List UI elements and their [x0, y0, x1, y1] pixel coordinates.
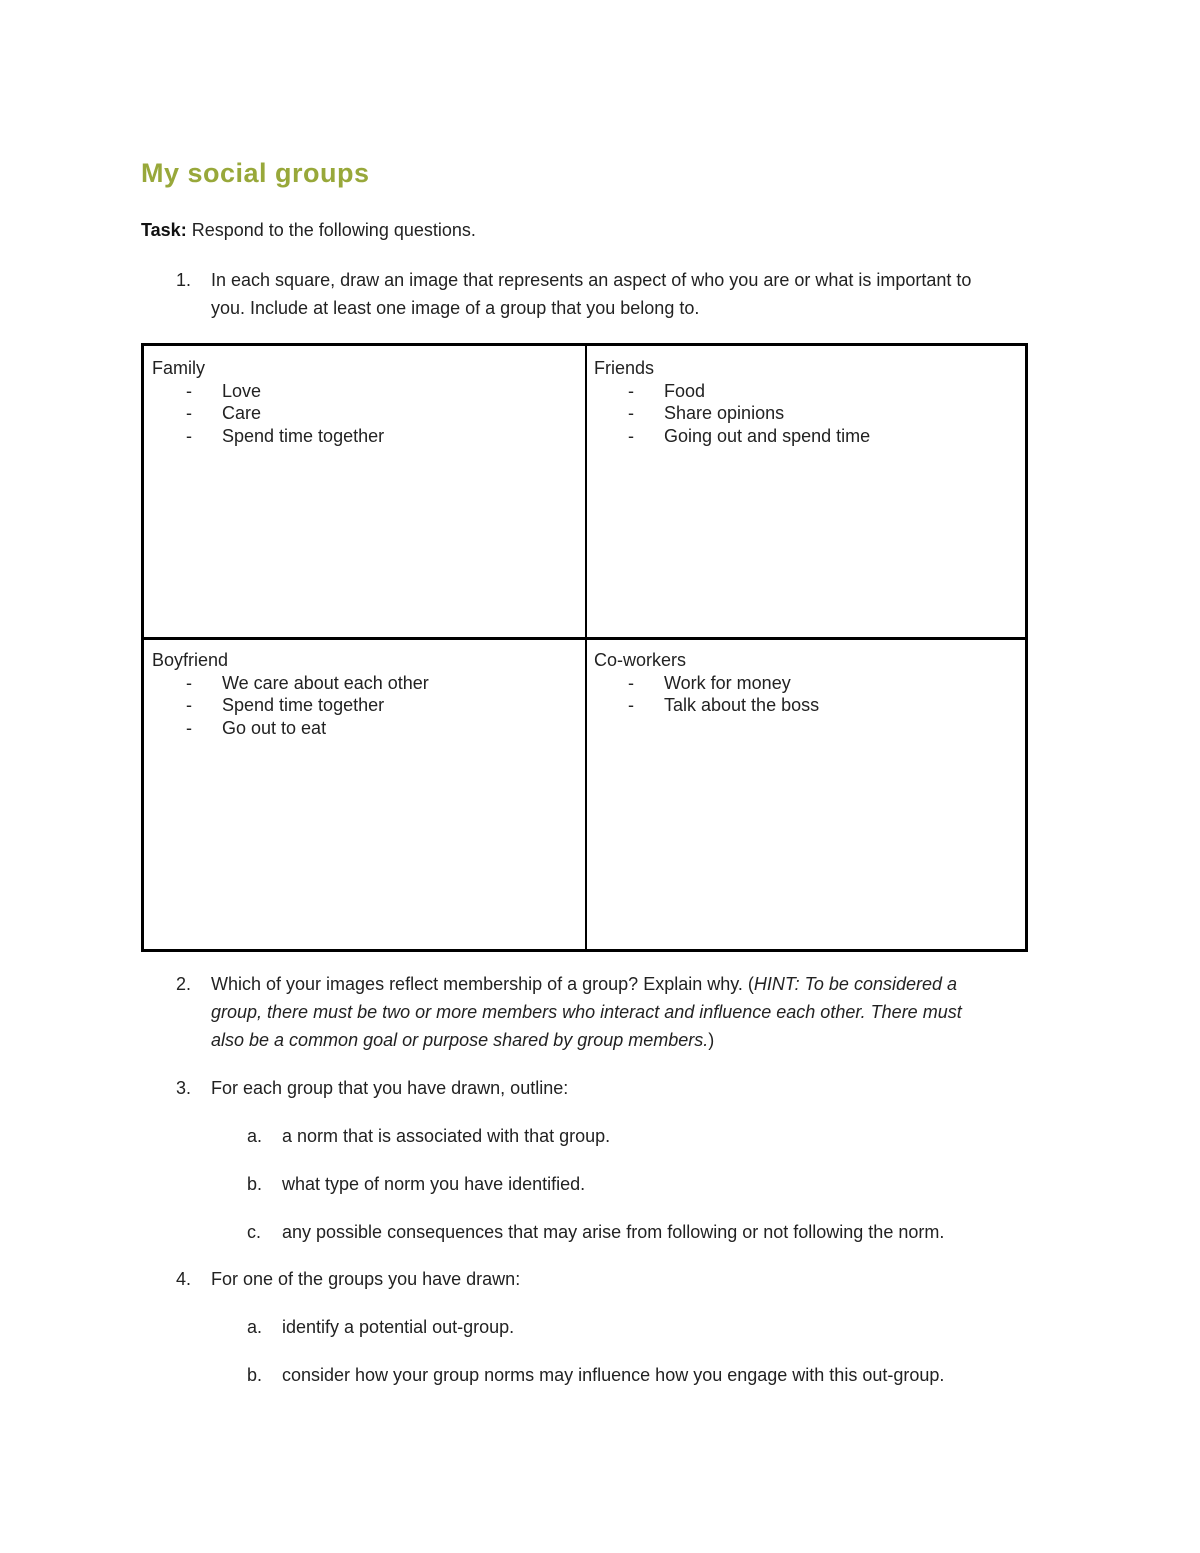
list-item: [152, 380, 384, 403]
grid-divider-vertical: [585, 346, 587, 949]
page-title: My social groups: [141, 158, 370, 188]
list-item-text: Care: [222, 403, 262, 423]
sub-question-letter: b.: [247, 1365, 263, 1385]
list-item: [594, 672, 819, 695]
grid-cell-family[interactable]: [152, 357, 384, 447]
task-text: Respond to the following questions.: [191, 220, 476, 240]
question-2: [176, 970, 1056, 1054]
grid-divider-horizontal: [144, 637, 1025, 640]
dash-bullet: -: [628, 403, 634, 423]
question-line: [211, 998, 962, 1026]
cell-title: Family: [152, 358, 205, 378]
grid-cell-co-workers[interactable]: [594, 649, 819, 717]
dash-bullet: -: [628, 380, 634, 401]
question-text: For one of the groups you have drawn:: [211, 1269, 521, 1289]
question-number: 2.: [176, 974, 192, 994]
dash-bullet: -: [186, 403, 192, 423]
question-number: 1.: [176, 270, 192, 290]
sub-question-text: what type of norm you have identified.: [282, 1174, 586, 1194]
list-item-text: Love: [222, 380, 262, 401]
question-text: [211, 266, 971, 322]
cell-list: [594, 380, 870, 448]
cell-title: Friends: [594, 358, 655, 378]
hint-text: HINT: To be considered a: [753, 974, 958, 994]
question-4: [176, 1265, 1056, 1293]
question-1: [176, 266, 1056, 322]
question-line: you. Include at least one image of a group that you belong to.: [211, 298, 700, 318]
list-item-text: Spend time together: [222, 425, 385, 446]
list-item-text: Going out and spend time: [664, 425, 871, 446]
dash-bullet: -: [628, 672, 634, 693]
question-number: 3.: [176, 1078, 192, 1098]
question-text-plain: ): [708, 1030, 715, 1050]
hint-text: also be a common goal or purpose shared by group members.: [211, 1030, 709, 1050]
sub-question-letter: a.: [247, 1126, 263, 1146]
list-item: [152, 717, 429, 740]
question-line: [211, 970, 962, 998]
list-item-text: We care about each other: [222, 672, 429, 693]
sub-question-text: a norm that is associated with that group.: [282, 1126, 611, 1146]
list-item-text: Work for money: [664, 672, 791, 693]
dash-bullet: -: [628, 425, 634, 446]
list-item-text: Talk about the boss: [664, 695, 820, 715]
dash-bullet: -: [186, 717, 192, 738]
list-item: [594, 380, 870, 403]
sub-question-text: consider how your group norms may influence how you engage with this out-group.: [282, 1365, 945, 1385]
dash-bullet: -: [628, 695, 634, 715]
task-label: Task:: [141, 220, 187, 240]
question-number: 4.: [176, 1269, 192, 1289]
list-item: [594, 425, 870, 448]
question-line: In each square, draw an image that represents an aspect of who you are or what is important to: [211, 270, 972, 290]
list-item: [152, 402, 384, 425]
drawing-grid: [141, 343, 1028, 952]
dash-bullet: -: [186, 672, 192, 693]
sub-question-letter: b.: [247, 1174, 263, 1194]
dash-bullet: -: [186, 380, 192, 401]
list-item: [152, 694, 429, 717]
cell-list: [152, 672, 429, 740]
cell-list: [152, 380, 384, 448]
sub-question-text: any possible consequences that may arise from following or not following the norm.: [282, 1222, 945, 1242]
list-item-text: Share opinions: [664, 403, 785, 423]
cell-title: Boyfriend: [152, 650, 229, 670]
question-text: [211, 970, 962, 1054]
cell-list: [594, 672, 819, 717]
dash-bullet: -: [186, 695, 192, 715]
question-text: For each group that you have drawn, outline:: [211, 1078, 569, 1098]
list-item-text: Food: [664, 380, 706, 401]
cell-title: Co-workers: [594, 650, 687, 670]
list-item-text: Go out to eat: [222, 717, 327, 738]
list-item-text: Spend time together: [222, 695, 385, 715]
list-item: [594, 694, 819, 717]
list-item: [152, 672, 429, 695]
question-line: [211, 1026, 962, 1054]
question-3: [176, 1074, 1056, 1102]
list-item: [594, 402, 870, 425]
task-instruction: [141, 220, 476, 241]
hint-text: group, there must be two or more members who interact and influence each other. There must: [211, 1002, 962, 1022]
grid-cell-friends[interactable]: [594, 357, 870, 447]
list-item: [152, 425, 384, 448]
dash-bullet: -: [186, 425, 192, 446]
grid-cell-boyfriend[interactable]: [152, 649, 429, 739]
sub-question-letter: c.: [247, 1222, 262, 1242]
sub-question-text: identify a potential out-group.: [282, 1317, 515, 1337]
sub-question-letter: a.: [247, 1317, 263, 1337]
question-text-plain: Which of your images reflect membership of a group? Explain why. (: [211, 974, 754, 994]
